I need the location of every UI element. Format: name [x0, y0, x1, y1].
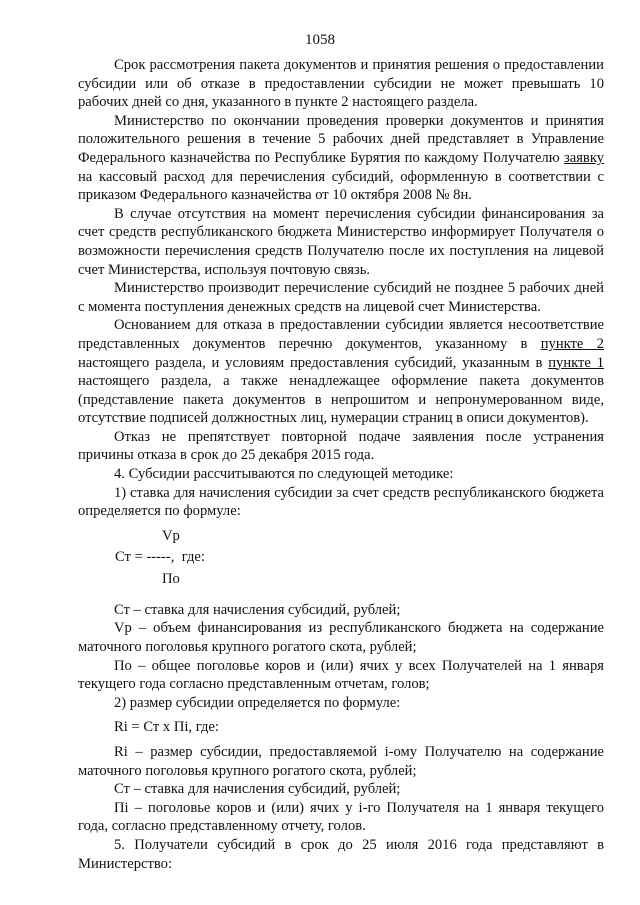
paragraph-method-heading: 4. Субсидии рассчитываются по следующей методике: [114, 466, 454, 483]
link-point-1[interactable]: пункте 1 [548, 354, 604, 371]
definition-subsidy-size: Ri – размер субсидии, предоставляемой i-ому Получателю на содержание маточного поголовья крупного рогатого скота, рублей; [78, 744, 604, 779]
document-body [78, 56, 604, 873]
definition-recipient-livestock: Пi – поголовье коров и (или) ячих у i-го Получателя на 1 января текущего года, согласно представленному отчету, голов. [78, 799, 604, 835]
paragraph-point-5: 5. Получатели субсидий в срок до 25 июля 2016 года представляют в Министерство: [78, 836, 604, 872]
size-formula: Ri = Ст х Пi, где: [114, 719, 219, 736]
formula-expression: Ст = -----, где: [115, 548, 205, 565]
definition-total-livestock: По – общее поголовье коров и (или) ячих у всех Получателей на 1 января текущего года согласно представленным отчетам, голов; [78, 657, 604, 693]
formula-denominator: По [162, 570, 180, 587]
paragraph-size-formula-intro: 2) размер субсидии определяется по формуле: [114, 694, 401, 711]
link-request[interactable]: заявку [563, 149, 604, 166]
definition-rate: Ст – ставка для начисления субсидий, рублей; [114, 601, 401, 618]
rate-formula [78, 527, 604, 597]
formula-numerator: Vp [162, 527, 180, 544]
paragraph-resubmission: Отказ не препятствует повторной подаче заявления после устранения причины отказа в срок до 25 декабря 2015 года. [78, 428, 604, 464]
definition-funding: Vp – объем финансирования из республиканского бюджета на содержание маточного поголовья крупного рогатого скота, рублей; [78, 620, 604, 656]
link-point-2[interactable]: пункте 2 [540, 335, 604, 352]
paragraph-rate-formula-intro: 1) ставка для начисления субсидии за счет средств республиканского бюджета определяется по формуле: [78, 484, 604, 520]
definition-rate-repeat: Ст – ставка для начисления субсидий, рублей; [114, 781, 401, 798]
paragraph-review-period: Срок рассмотрения пакета документов и принятия решения о предоставлении субсидии или об отказе в предоставлении субсидии не может превышать 10 рабочих дней со дня, указанного в пункте 2 настоящего раздела. [78, 57, 604, 111]
paragraph-treasury-request: Министерство по окончании проведения проверки документов и принятия положительного решения в течение 5 рабочих дней представляет в Управление Федерального казначейства по Республике Бурятия по каждому Получателю заявку на кассовый расход для перечисления субсидий, оформленную в соответствии с приказом Федерального казначейства от 10 октября 2008 № 8н. [78, 112, 604, 204]
paragraph-no-funding: В случае отсутствия на момент перечисления субсидии финансирования за счет средств республиканского бюджета Министерство информирует Получателя о возможности перечисления средств Получателю после их поступления на лицевой счет Министерства, используя почтовую связь. [78, 205, 604, 278]
paragraph-refusal-grounds: Основанием для отказа в предоставлении субсидии является несоответствие представленных документов перечню документов, указанному в пункте 2 настоящего раздела, и условиям предоставления субсидий, указанным в пункте 1 настоящего раздела, а также ненадлежащее оформление пакета документов (представление пакета документов в непрошитом и непронумерованном виде, отсутствие подписей должностных лиц, нумерации страниц в описи документов). [78, 317, 604, 427]
page-number: 1058 [305, 32, 335, 48]
paragraph-transfer: Министерство производит перечисление субсидий не позднее 5 рабочих дней с момента поступления денежных средств на лицевой счет Министерства. [78, 280, 604, 315]
